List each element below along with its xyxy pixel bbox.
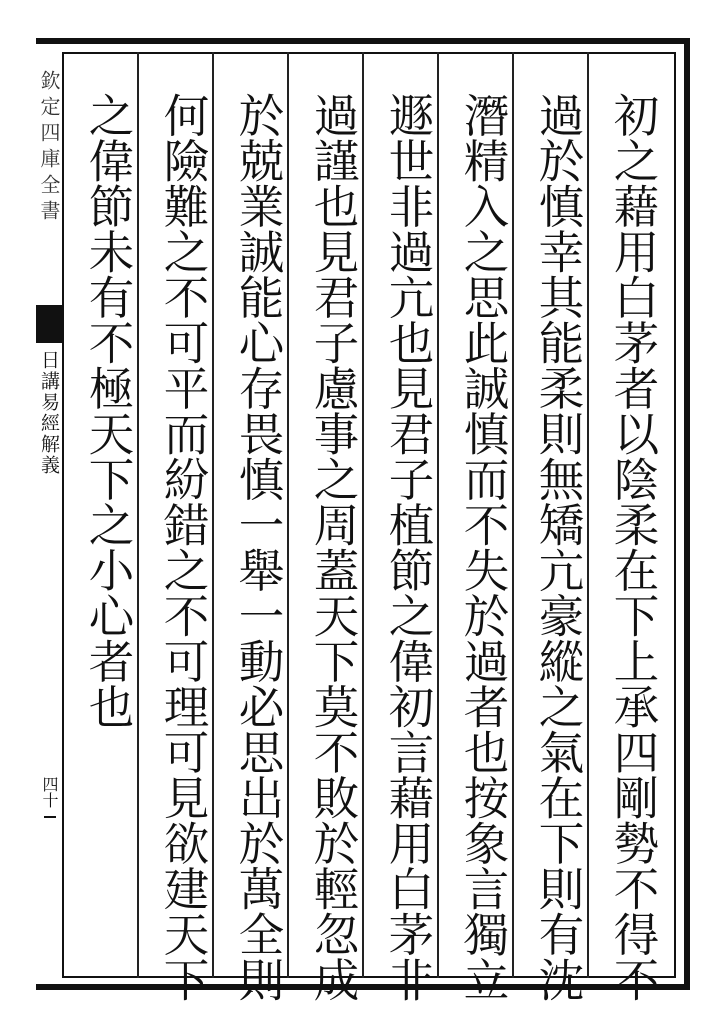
- page-number-rule: [44, 816, 56, 818]
- text-column-4: 遯世非過亢也見君子植節之偉初言藉用白茅非: [382, 92, 435, 1002]
- margin-page-number: 四十: [40, 776, 59, 808]
- text-column-2: 過於慎幸其能柔則無矯亢豪縱之氣在下則有沈: [532, 92, 585, 1002]
- text-column-1: 初之藉用白茅者以陰柔在下上承四剛勢不得不: [607, 92, 660, 1002]
- text-column-3: 潛精入之思此誠慎而不失於過者也按象言獨立: [457, 92, 510, 1002]
- text-column-7: 何險難之不可平而紛錯之不可理可見欲建天下: [157, 92, 210, 1002]
- margin-collection-title: 欽定四庫全書: [37, 70, 61, 226]
- text-column-6: 於兢業誠能心存畏慎一舉一動必思出於萬全則: [232, 92, 285, 1002]
- fish-tail-mark: [36, 305, 62, 341]
- text-column-8: 之偉節未有不極天下之小心者也: [82, 92, 135, 729]
- margin-book-title: 日講易經解義: [38, 350, 60, 476]
- text-column-5: 過謹也見君子慮事之周蓋天下莫不敗於輕忽成: [307, 92, 360, 1002]
- fish-tail-rule: [36, 341, 62, 343]
